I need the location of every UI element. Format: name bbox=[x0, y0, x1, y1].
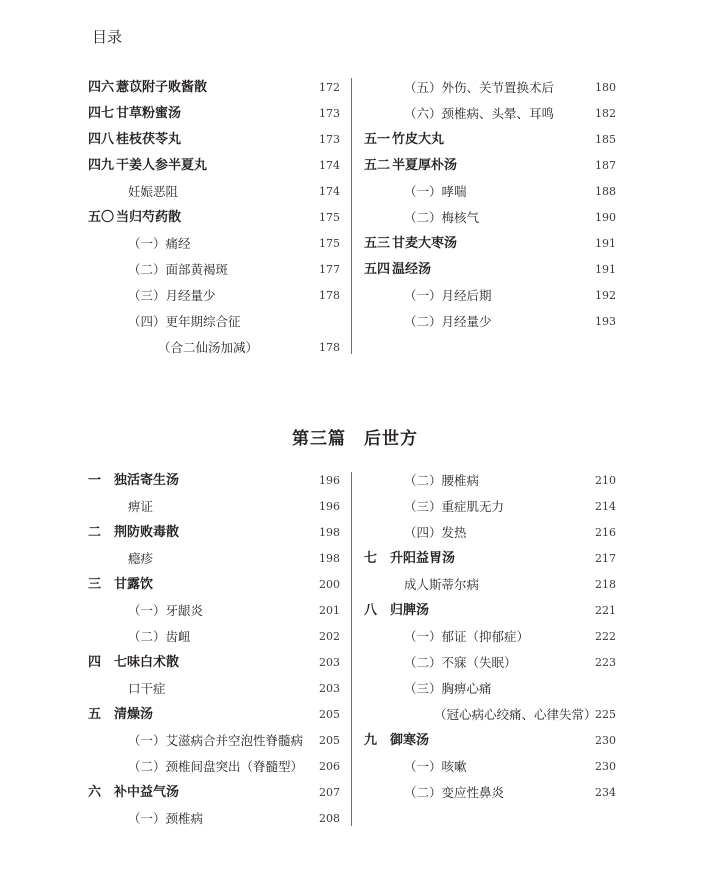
toc-entry-title: （二）腰椎病 bbox=[404, 473, 480, 488]
toc-entry-title: 当归芍药散 bbox=[116, 210, 182, 225]
toc-entry-title: （二）梅核气 bbox=[404, 210, 480, 225]
toc-entry-page: 180 bbox=[595, 81, 616, 94]
toc-entry-title: 荆防败毒散 bbox=[114, 525, 180, 540]
toc-entry-page: 177 bbox=[319, 263, 340, 276]
toc-entry-title: 甘草粉蜜汤 bbox=[116, 106, 182, 121]
toc-entry-title: 痹证 bbox=[128, 499, 154, 514]
toc-entry-number: 四九 bbox=[88, 158, 115, 173]
toc-entry-title: （一）哮喘 bbox=[404, 184, 467, 199]
toc-entry-page: 196 bbox=[319, 500, 340, 513]
toc-entry-page: 203 bbox=[319, 682, 340, 695]
toc-entry-number: 八 bbox=[364, 603, 378, 618]
toc-entry-number: 五四 bbox=[364, 262, 391, 277]
toc-entry-page: 174 bbox=[319, 159, 340, 172]
toc-entry-page: 191 bbox=[595, 263, 616, 276]
toc-entry bbox=[364, 704, 616, 726]
toc-entry-title: （二）变应性鼻炎 bbox=[404, 785, 505, 800]
toc-entry bbox=[364, 574, 616, 596]
toc-entry bbox=[88, 103, 340, 125]
toc-entry-page: 198 bbox=[319, 526, 340, 539]
toc-entry-number: 五一 bbox=[364, 132, 391, 147]
toc-entry-page: 218 bbox=[595, 578, 616, 591]
toc-entry bbox=[88, 496, 340, 518]
toc-entry-title: 甘露饮 bbox=[114, 577, 154, 592]
toc-entry-number: 四七 bbox=[88, 106, 115, 121]
toc-entry-title: （四）更年期综合征 bbox=[128, 314, 241, 329]
page-header: 目录 bbox=[92, 28, 123, 46]
toc-entry bbox=[88, 522, 340, 544]
toc-entry bbox=[364, 311, 616, 333]
toc-entry bbox=[88, 782, 340, 804]
toc-entry bbox=[364, 129, 616, 151]
toc-entry-title: 独活寄生汤 bbox=[114, 473, 180, 488]
toc-entry-title: 升阳益胃汤 bbox=[390, 551, 456, 566]
toc-entry-title: （一）牙龈炎 bbox=[128, 603, 204, 618]
toc-entry-page: 201 bbox=[319, 604, 340, 617]
toc-entry-page: 182 bbox=[595, 107, 616, 120]
toc-entry-page: 230 bbox=[595, 734, 616, 747]
toc-entry bbox=[88, 652, 340, 674]
toc-entry-title: （三）胸痹心痛 bbox=[404, 681, 492, 696]
toc-entry-title: （一）咳嗽 bbox=[404, 759, 467, 774]
toc-entry-page: 202 bbox=[319, 630, 340, 643]
toc-entry-page: 190 bbox=[595, 211, 616, 224]
toc-entry-title: （二）颈椎间盘突出（脊髓型） bbox=[128, 759, 304, 774]
toc-entry-title: （一）郁证（抑郁症） bbox=[404, 629, 530, 644]
toc-entry-title: 竹皮大丸 bbox=[392, 132, 445, 147]
column-divider-1 bbox=[351, 78, 352, 354]
toc-entry-number: 三 bbox=[88, 577, 102, 592]
toc-entry-title: 甘麦大枣汤 bbox=[392, 236, 458, 251]
toc-entry bbox=[88, 574, 340, 596]
toc-entry-page: 214 bbox=[595, 500, 616, 513]
toc-entry bbox=[364, 600, 616, 622]
toc-entry-title: 干姜人参半夏丸 bbox=[116, 158, 208, 173]
toc-entry-number: 九 bbox=[364, 733, 378, 748]
toc-entry-title: 薏苡附子败酱散 bbox=[116, 80, 208, 95]
toc-entry bbox=[364, 103, 616, 125]
toc-entry bbox=[364, 548, 616, 570]
toc-entry-page: 225 bbox=[595, 708, 616, 721]
toc-entry-page: 205 bbox=[319, 708, 340, 721]
toc-entry-title: 七味白术散 bbox=[114, 655, 180, 670]
toc-entry bbox=[88, 678, 340, 700]
toc-entry-title: （四）发热 bbox=[404, 525, 467, 540]
toc-entry-title: （一）颈椎病 bbox=[128, 811, 204, 826]
toc-entry-title: （二）月经量少 bbox=[404, 314, 492, 329]
toc-entry-title: 桂枝茯苓丸 bbox=[116, 132, 182, 147]
toc-entry bbox=[88, 311, 340, 333]
toc-entry-page: 174 bbox=[319, 185, 340, 198]
toc-entry bbox=[364, 233, 616, 255]
part-title: 第三篇 后世方 bbox=[292, 429, 418, 449]
toc-entry-title: 口干症 bbox=[128, 681, 166, 696]
toc-entry bbox=[88, 77, 340, 99]
toc-entry-title: （二）不寐（失眠） bbox=[404, 655, 517, 670]
toc-entry-page: 207 bbox=[319, 786, 340, 799]
toc-entry bbox=[364, 678, 616, 700]
toc-entry-page: 221 bbox=[595, 604, 616, 617]
toc-entry-number: 四 bbox=[88, 655, 102, 670]
toc-entry bbox=[364, 756, 616, 778]
toc-entry bbox=[88, 259, 340, 281]
toc-entry-page: 198 bbox=[319, 552, 340, 565]
toc-entry-title: （二）齿衄 bbox=[128, 629, 191, 644]
toc-entry-title: 补中益气汤 bbox=[114, 785, 180, 800]
toc-entry bbox=[88, 155, 340, 177]
toc-entry-page: 172 bbox=[319, 81, 340, 94]
toc-entry-page: 222 bbox=[595, 630, 616, 643]
toc-entry-title: （冠心病心绞痛、心律失常） bbox=[434, 707, 597, 722]
toc-entry-title: （五）外伤、关节置换术后 bbox=[404, 80, 555, 95]
toc-entry-title: （二）面部黄褐斑 bbox=[128, 262, 229, 277]
toc-entry bbox=[364, 77, 616, 99]
toc-entry-page: 173 bbox=[319, 107, 340, 120]
toc-entry-page: 234 bbox=[595, 786, 616, 799]
toc-entry-number: 五二 bbox=[364, 158, 391, 173]
toc-entry-title: 妊娠恶阻 bbox=[128, 184, 179, 199]
toc-entry-page: 200 bbox=[319, 578, 340, 591]
toc-entry bbox=[88, 548, 340, 570]
toc-entry-page: 216 bbox=[595, 526, 616, 539]
toc-entry bbox=[88, 129, 340, 151]
toc-entry-page: 185 bbox=[595, 133, 616, 146]
toc-entry bbox=[364, 626, 616, 648]
toc-entry-title: 御寒汤 bbox=[390, 733, 430, 748]
toc-entry bbox=[88, 233, 340, 255]
toc-entry-page: 187 bbox=[595, 159, 616, 172]
toc-entry-title: （合二仙汤加减） bbox=[158, 340, 259, 355]
toc-entry-title: 成人斯蒂尔病 bbox=[404, 577, 480, 592]
toc-entry-title: （一）痛经 bbox=[128, 236, 191, 251]
toc-entry bbox=[364, 259, 616, 281]
toc-entry-title: （一）月经后期 bbox=[404, 288, 492, 303]
toc-entry-page: 205 bbox=[319, 734, 340, 747]
toc-entry-page: 208 bbox=[319, 812, 340, 825]
toc-entry-page: 178 bbox=[319, 341, 340, 354]
toc-entry-title: 半夏厚朴汤 bbox=[392, 158, 458, 173]
toc-entry-title: （三）重症肌无力 bbox=[404, 499, 505, 514]
toc-entry-title: （六）颈椎病、头晕、耳鸣 bbox=[404, 106, 555, 121]
toc-entry-number: 五〇 bbox=[88, 210, 115, 225]
toc-entry-number: 一 bbox=[88, 473, 102, 488]
toc-entry-title: （一）艾滋病合并空泡性脊髓病 bbox=[128, 733, 304, 748]
toc-entry bbox=[88, 337, 340, 359]
toc-entry-number: 二 bbox=[88, 525, 102, 540]
toc-entry-title: 瘾疹 bbox=[128, 551, 154, 566]
column-divider-2 bbox=[351, 472, 352, 826]
toc-entry bbox=[88, 808, 340, 830]
toc-entry-number: 五三 bbox=[364, 236, 391, 251]
toc-entry-title: 清燥汤 bbox=[114, 707, 154, 722]
toc-entry-number: 六 bbox=[88, 785, 102, 800]
toc-entry-page: 203 bbox=[319, 656, 340, 669]
toc-entry-number: 四八 bbox=[88, 132, 115, 147]
toc-entry-page: 206 bbox=[319, 760, 340, 773]
toc-entry bbox=[88, 207, 340, 229]
toc-entry-page: 210 bbox=[595, 474, 616, 487]
toc-entry bbox=[88, 704, 340, 726]
toc-entry bbox=[88, 600, 340, 622]
toc-entry bbox=[364, 155, 616, 177]
toc-entry bbox=[88, 756, 340, 778]
toc-entry-page: 217 bbox=[595, 552, 616, 565]
toc-entry-page: 175 bbox=[319, 237, 340, 250]
toc-entry bbox=[88, 285, 340, 307]
toc-entry-page: 230 bbox=[595, 760, 616, 773]
toc-entry bbox=[88, 626, 340, 648]
toc-entry-title: （三）月经量少 bbox=[128, 288, 216, 303]
toc-entry-page: 175 bbox=[319, 211, 340, 224]
toc-entry bbox=[364, 285, 616, 307]
toc-entry bbox=[364, 207, 616, 229]
toc-entry-page: 191 bbox=[595, 237, 616, 250]
toc-entry bbox=[88, 470, 340, 492]
toc-entry bbox=[364, 782, 616, 804]
toc-entry-number: 四六 bbox=[88, 80, 115, 95]
toc-entry-page: 193 bbox=[595, 315, 616, 328]
toc-entry bbox=[364, 522, 616, 544]
toc-entry bbox=[364, 181, 616, 203]
toc-entry bbox=[88, 730, 340, 752]
toc-entry-page: 223 bbox=[595, 656, 616, 669]
toc-entry-number: 七 bbox=[364, 551, 378, 566]
toc-entry-page: 188 bbox=[595, 185, 616, 198]
toc-entry bbox=[364, 470, 616, 492]
toc-entry bbox=[364, 730, 616, 752]
toc-entry-page: 192 bbox=[595, 289, 616, 302]
toc-entry bbox=[88, 181, 340, 203]
toc-entry-number: 五 bbox=[88, 707, 102, 722]
toc-entry-page: 178 bbox=[319, 289, 340, 302]
toc-entry bbox=[364, 496, 616, 518]
toc-entry-title: 归脾汤 bbox=[390, 603, 430, 618]
toc-entry bbox=[364, 652, 616, 674]
toc-entry-title: 温经汤 bbox=[392, 262, 432, 277]
toc-entry-page: 173 bbox=[319, 133, 340, 146]
toc-entry-page: 196 bbox=[319, 474, 340, 487]
